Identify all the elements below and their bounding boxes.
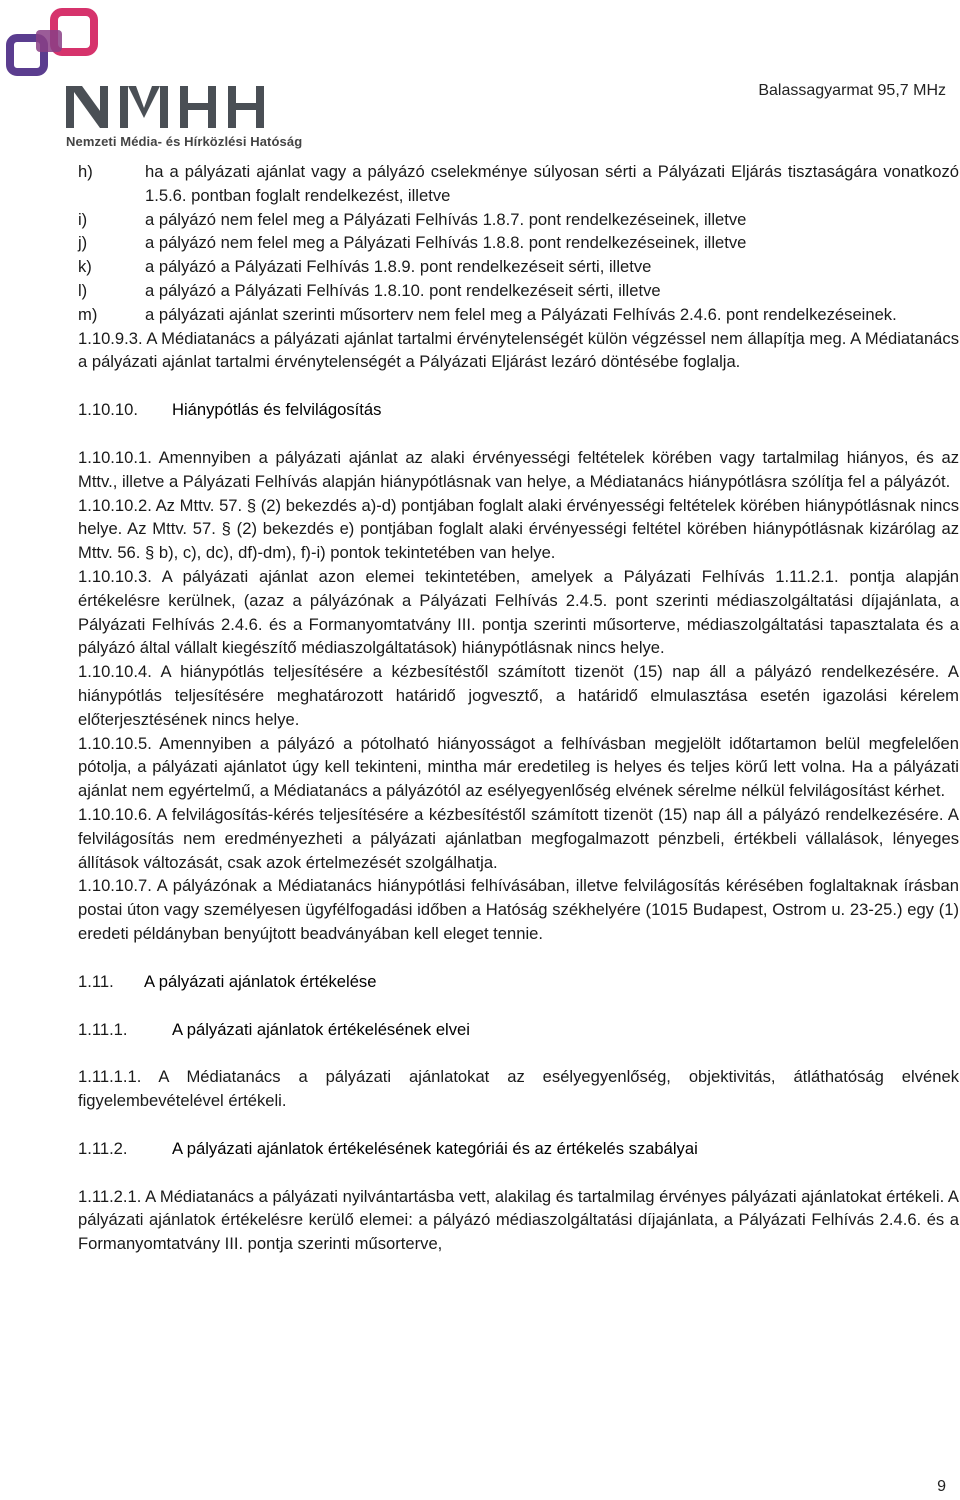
list-item (78, 160, 959, 208)
section-heading-1-11 (78, 970, 959, 994)
list-text: a pályázó a Pályázati Felhívás 1.8.9. pont rendelkezéseit sérti, illetve (145, 257, 652, 277)
paragraph-1-10-10-1: 1.10.10.1. Amennyiben a pályázati ajánlat az alaki érvényességi feltételek körében vagy tartalmilag hiányos, és az Mttv., illetve a Pályázati Felhívás alapján hiánypótlásnak van helye, a Médiatanács hiánypótlásra szólítja fel a pályázót. (78, 447, 959, 491)
list-text: a pályázó a Pályázati Felhívás 1.8.10. pont rendelkezéseit sérti, illetve (145, 280, 661, 300)
list-text: ha a pályázati ajánlat vagy a pályázó cselekménye súlyosan sérti a Pályázati Eljárás tisztaságára vonatkozó 1.5.6. pontban foglalt rendelkezést, illetve (145, 162, 959, 205)
station-label: Balassagyarmat 95,7 MHz (758, 82, 946, 99)
list-label: h) (78, 162, 93, 181)
list-text: a pályázó nem felel meg a Pályázati Felhívás 1.8.7. pont rendelkezéseinek, illetve (145, 209, 747, 229)
heading-number: 1.11.1. (78, 1019, 128, 1039)
section-heading-1-11-2 (78, 1137, 959, 1161)
page-number: 9 (937, 1478, 946, 1495)
heading-number: 1.10.10. (78, 400, 138, 420)
heading-title: A pályázati ajánlatok értékelésének elvei (172, 1019, 470, 1039)
heading-number: 1.11.2. (78, 1138, 128, 1158)
list-item (78, 279, 959, 303)
paragraph-1-10-10-7: 1.10.10.7. A pályázónak a Médiatanács hiánypótlási felhívásában, illetve felvilágosítás kérésében foglaltaknak írásban postai úton vagy személyesen ügyfélfogadási időben a Hatóság székhelyére (1015 Budapest, Ostrom u. 23-25.) egy (1) eredeti példányban benyújtott beadványában kell eleget tennie. (78, 876, 959, 943)
paragraph-1-10-10-4: 1.10.10.4. A hiánypótlás teljesítésére a kézbesítéstől számított tizenöt (15) nap áll a pályázó rendelkezésére. A hiánypótlás teljesítésére meghatározott határidő jogvesztő, a határidő elmulasztása esetén igazolási kérelem előterjesztésének nincs helye. (78, 662, 959, 729)
list-text: a pályázó nem felel meg a Pályázati Felhívás 1.8.8. pont rendelkezéseinek, illetve (145, 233, 747, 253)
paragraph-1-11-1-1: 1.11.1.1. A Médiatanács a pályázati ajánlatokat az esélyegyenlőség, objektivitás, átláthatóság elvének figyelembevételével értékeli. (78, 1067, 959, 1111)
list-label: j) (78, 233, 88, 253)
paragraph-1-10-9-3: 1.10.9.3. A Médiatanács a pályázati ajánlat tartalmi érvénytelenségét külön végzéssel nem állapítja meg. A Médiatanács a pályázati ajánlat tartalmi érvénytelenségét a Pályázati Eljárást lezáró döntésébe foglalja. (78, 328, 959, 372)
list-label: l) (78, 280, 88, 300)
list-text: a pályázati ajánlat szerinti műsorterv nem felel meg a Pályázati Felhívás 2.4.6. pont rendelkezéseinek. (145, 304, 897, 324)
paragraph-1-10-10-3: 1.10.10.3. A pályázati ajánlat azon elemei tekintetében, amelyek a Pályázati Felhívás 1.11.2.1. pontja alapján értékelésre kerülnek, (azaz a pályázónak a Pályázati Felhívás 2.4.5. pont szerinti médiaszolgáltatási díjajánlata, a Pályázati Felhívás 2.4.6. és a Formanyomtatvány III. pontja szerinti műsorterve, médiaszolgáltatási tapasztalata és a pályázó által vállalt kiegészítő médiaszolgáltatások) hiánypótlásnak nincs helye. (78, 566, 959, 658)
heading-title: A pályázati ajánlatok értékelésének kategóriái és az értékelés szabályai (172, 1138, 698, 1158)
nmhh-logo-mark-icon (6, 8, 98, 80)
page-header (0, 0, 960, 150)
list-label: m) (78, 304, 98, 324)
list-item (78, 303, 959, 327)
list-label: k) (78, 257, 92, 277)
heading-title: Hiánypótlás és felvilágosítás (172, 400, 382, 420)
nmhh-logo-wordmark (66, 84, 266, 130)
paragraph-1-10-10-2: 1.10.10.2. Az Mttv. 57. § (2) bekezdés a)-d) pontjában foglalt alaki érvényességi feltételek körében hiánypótlásnak nincs helye. Az Mttv. 57. § (2) bekezdés e) pontjában foglalt alaki érvényességi feltétel körében hiánypótlásnak kizárólag az Mttv. 56. § b), c), dc), df)-dm), f)-i) pontok tekintetében van helye. (78, 495, 959, 563)
list-item (78, 208, 959, 232)
heading-title: A pályázati ajánlatok értékelése (144, 971, 377, 991)
heading-number: 1.11. (78, 971, 114, 991)
list-item (78, 255, 959, 279)
logo-subtitle: Nemzeti Média- és Hírközlési Hatóság (66, 134, 303, 149)
document-body (78, 160, 959, 1256)
list-item (78, 231, 959, 255)
list-label: i) (78, 209, 88, 229)
section-heading-1-11-1 (78, 1018, 959, 1042)
paragraph-1-10-10-5: 1.10.10.5. Amennyiben a pályázó a pótolható hiányosságot a felhívásban megjelölt időtartamon belül megfelelően pótolja, a pályázati ajánlatot úgy kell tekinteni, mintha már eredetileg is helyes és teljes körű lett volna. Ha a pályázati ajánlat nem egyértelmű, a Médiatanács a pályázótól az esélyegyenlőség elvének sérelme nélkül felvilágosítást kérhet. (78, 733, 959, 801)
paragraph-1-10-10-6: 1.10.10.6. A felvilágosítás-kérés teljesítésére a kézbesítéstől számított tizenöt (15) nap áll a pályázó rendelkezésére. A felvilágosítás nem eredményezheti a pályázati ajánlatban megfogalmazott pénzbeli, értékbeli vállalások, lényeges állítások változását, csak azok értelmezését szolgálhatja. (78, 804, 959, 872)
section-heading-1-10-10 (78, 398, 959, 422)
paragraph-1-11-2-1: 1.11.2.1. A Médiatanács a pályázati nyilvántartásba vett, alakilag és tartalmilag érvényes pályázati ajánlatokat értékeli. A pályázati ajánlatok értékelésre kerülő elemei: a pályázó médiaszolgáltatási díjajánlata, a Pályázati Felhívás 2.4.6. és a Formanyomtatvány III. pontja szerinti műsorterve, (78, 1186, 959, 1254)
